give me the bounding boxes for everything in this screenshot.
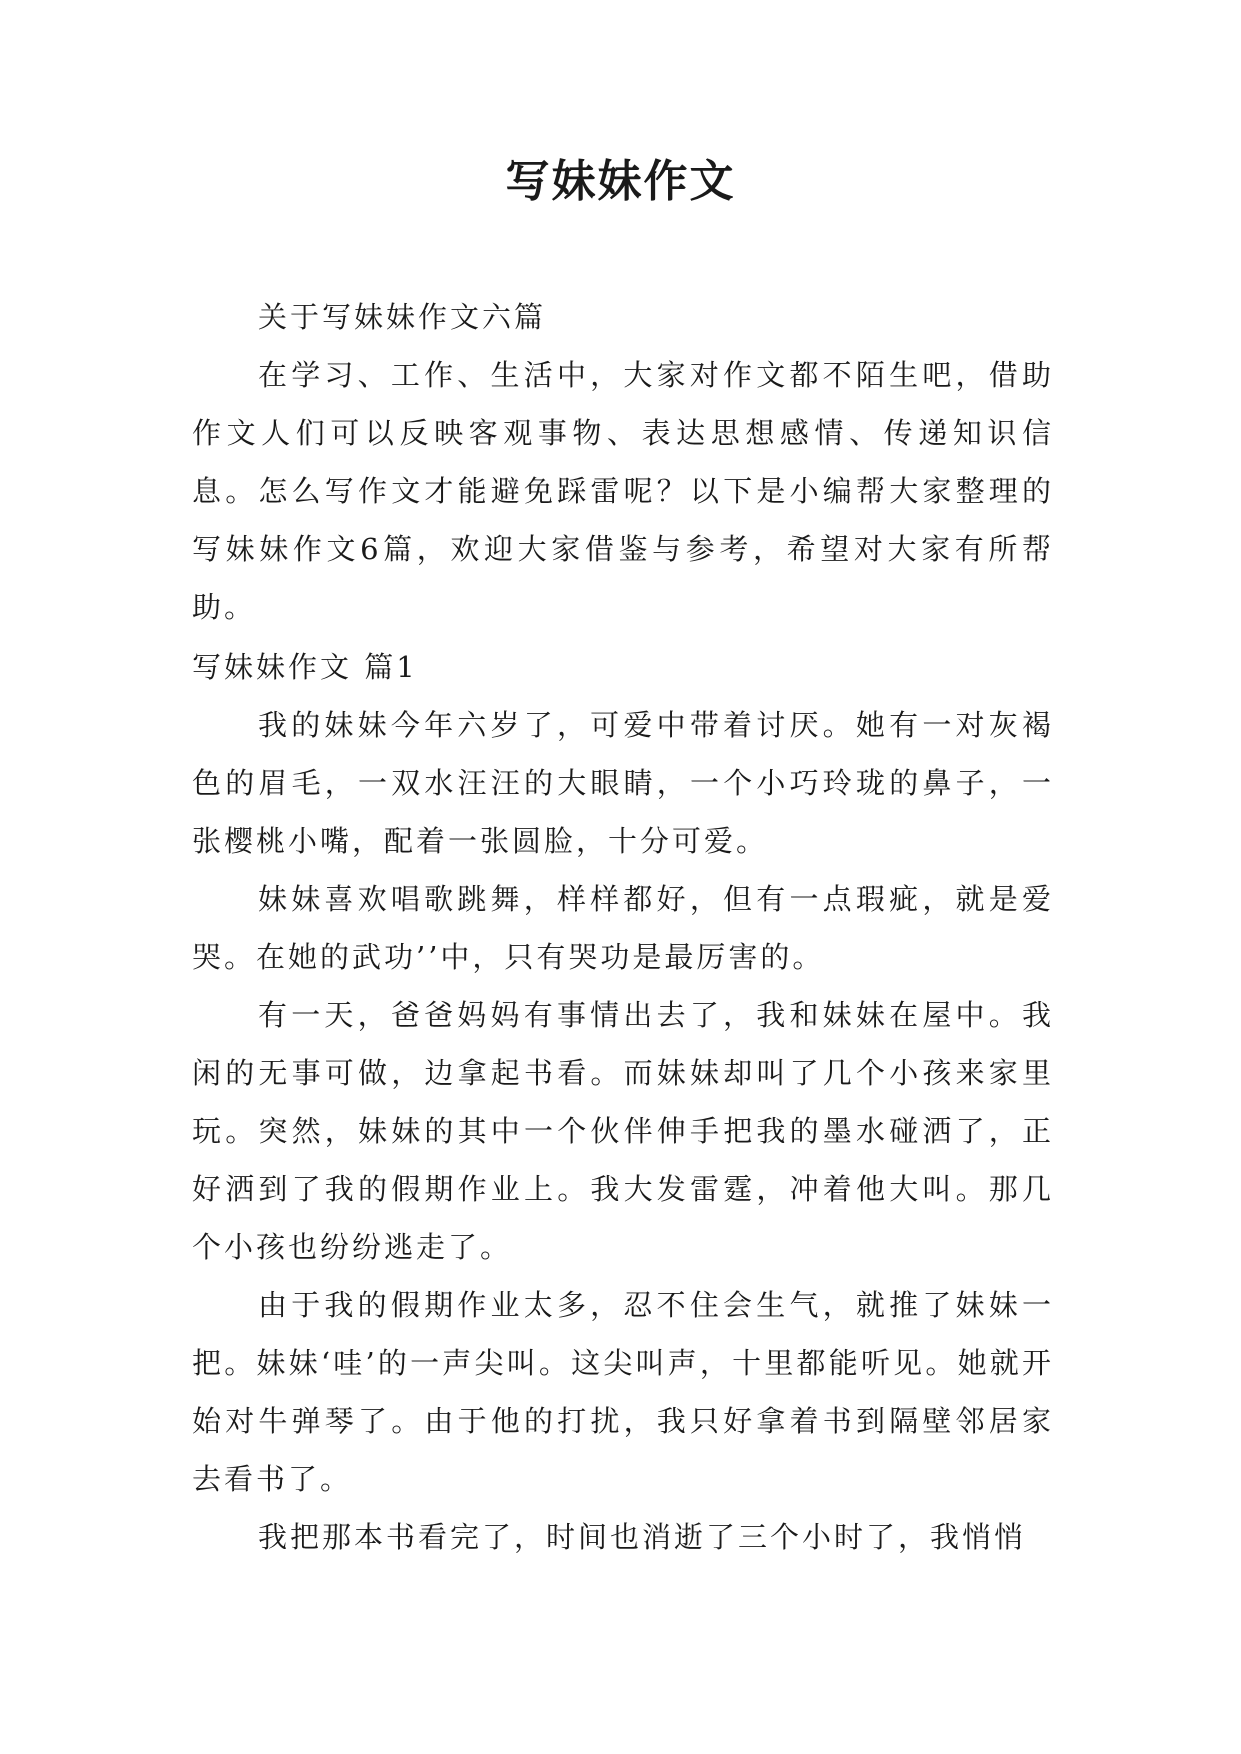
section-heading: 写妹妹作文 篇1 <box>192 650 418 684</box>
body-paragraph: 妹妹喜欢唱歌跳舞，样样都好，但有一点瑕疵，就是爱哭。在她的武功’’中，只有哭功是最厉害的。 <box>192 882 1054 974</box>
body-paragraph: 我把那本书看完了，时间也消逝了三个小时了，我悄悄 <box>258 1520 1027 1554</box>
document-title: 写妹妹作文 <box>505 156 736 207</box>
document-subtitle: 关于写妹妹作文六篇 <box>258 300 547 334</box>
body-paragraph: 由于我的假期作业太多，忍不住会生气，就推了妹妹一把。妹妹‘哇’的一声尖叫。这尖叫声，十里都能听见。她就开始对牛弹琴了。由于他的打扰，我只好拿着书到隔壁邻居家去看书了。 <box>192 1288 1054 1496</box>
intro-paragraph: 在学习、工作、生活中，大家对作文都不陌生吧，借助作文人们可以反映客观事物、表达思想感情、传递知识信息。怎么写作文才能避免踩雷呢？以下是小编帮大家整理的写妹妹作文6篇，欢迎大家借鉴与参考，希望对大家有所帮助。 <box>192 358 1054 624</box>
body-paragraph: 有一天，爸爸妈妈有事情出去了，我和妹妹在屋中。我闲的无事可做，边拿起书看。而妹妹却叫了几个小孩来家里玩。突然，妹妹的其中一个伙伴伸手把我的墨水碰洒了，正好洒到了我的假期作业上。我大发雷霆，冲着他大叫。那几个小孩也纷纷逃走了。 <box>192 998 1054 1264</box>
body-paragraph: 我的妹妹今年六岁了，可爱中带着讨厌。她有一对灰褐色的眉毛，一双水汪汪的大眼睛，一个小巧玲珑的鼻子，一张樱桃小嘴，配着一张圆脸，十分可爱。 <box>192 708 1054 858</box>
